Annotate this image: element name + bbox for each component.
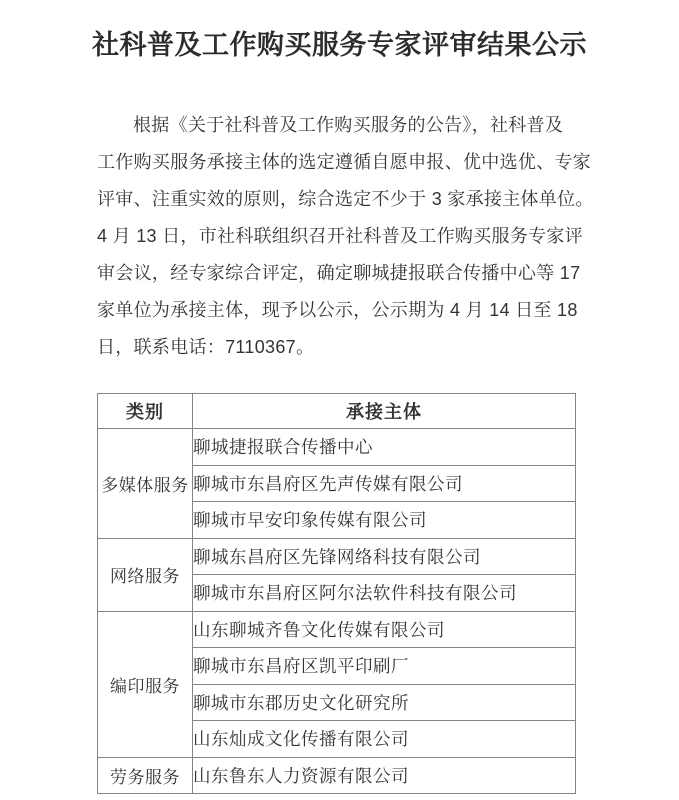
paragraph-line: 工作购买服务承接主体的选定遵循自愿申报、优中选优、专家 xyxy=(97,152,592,172)
provider-cell: 聊城市早安印象传媒有限公司 xyxy=(193,502,576,539)
paragraph-line: 4 月 13 日，市社科联组织召开社科普及工作购买服务专家评 xyxy=(97,226,584,246)
category-cell: 编印服务 xyxy=(98,611,193,757)
paragraph-line: 家单位为承接主体，现予以公示，公示期为 4 月 14 日至 18 xyxy=(97,300,578,320)
providers-table-body xyxy=(98,429,576,794)
paragraph-line: 根据《关于社科普及工作购买服务的公告》，社科普及 xyxy=(133,115,564,135)
provider-cell: 聊城东昌府区先锋网络科技有限公司 xyxy=(193,538,576,575)
table-header-row xyxy=(98,394,576,429)
paragraph-line: 审会议，经专家综合评定，确定聊城捷报联合传播中心等 17 xyxy=(97,263,581,283)
provider-cell: 山东聊城齐鲁文化传媒有限公司 xyxy=(193,611,576,648)
provider-column-header: 承接主体 xyxy=(193,394,576,429)
provider-cell: 聊城市东昌府区先声传媒有限公司 xyxy=(193,465,576,502)
table-row xyxy=(98,757,576,794)
table-row xyxy=(98,538,576,575)
category-column-header: 类别 xyxy=(98,394,193,429)
table-row xyxy=(98,611,576,648)
category-cell: 劳务服务 xyxy=(98,757,193,794)
provider-cell: 山东灿成文化传播有限公司 xyxy=(193,721,576,758)
page-title: 社科普及工作购买服务专家评审结果公示 xyxy=(92,30,587,60)
category-cell: 网络服务 xyxy=(98,538,193,611)
category-cell: 多媒体服务 xyxy=(98,429,193,539)
paragraph-line: 评审、注重实效的原则，综合选定不少于 3 家承接主体单位。 xyxy=(97,189,594,209)
paragraph-line: 日，联系电话：7110367。 xyxy=(97,337,315,357)
providers-table xyxy=(97,393,576,794)
provider-cell: 山东鲁东人力资源有限公司 xyxy=(193,757,576,794)
provider-cell: 聊城市东昌府区凯平印刷厂 xyxy=(193,648,576,685)
table-row xyxy=(98,429,576,466)
announcement-paragraph xyxy=(97,107,594,366)
provider-cell: 聊城市东昌府区阿尔法软件科技有限公司 xyxy=(193,575,576,612)
provider-cell: 聊城市东郡历史文化研究所 xyxy=(193,684,576,721)
provider-cell: 聊城捷报联合传播中心 xyxy=(193,429,576,466)
